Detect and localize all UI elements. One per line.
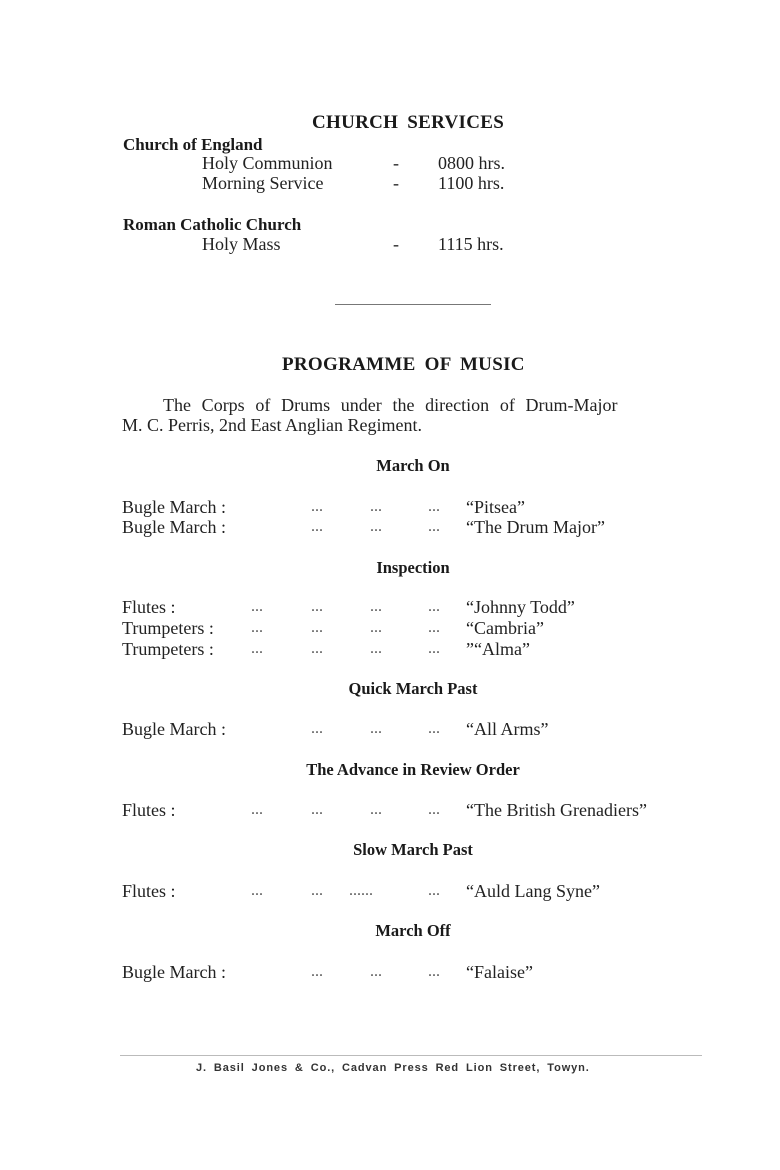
programme-title: PROGRAMME OF MUSIC xyxy=(282,354,525,375)
service-name: Holy Communion xyxy=(202,153,333,173)
programme-instrument: Bugle March : xyxy=(122,962,226,982)
programme-instrument: Trumpeters : xyxy=(122,618,214,638)
programme-piece-title: “Auld Lang Syne” xyxy=(466,881,600,901)
programme-instrument: Trumpeters : xyxy=(122,639,214,659)
dot-leader: ... xyxy=(311,963,323,980)
programme-piece-title: “Johnny Todd” xyxy=(466,597,575,617)
dot-leader: ... xyxy=(370,619,382,636)
dot-leader: ... xyxy=(251,801,263,818)
service-time: 1115 hrs. xyxy=(438,234,504,254)
programme-piece-title: “The British Grenadiers” xyxy=(466,800,647,820)
programme-piece-title: “The Drum Major” xyxy=(466,517,605,537)
programme-section-heading: Slow March Past xyxy=(353,840,473,859)
programme-instrument: Flutes : xyxy=(122,881,176,901)
service-separator: - xyxy=(393,153,399,173)
dot-leader: ... xyxy=(311,801,323,818)
denomination-roman-catholic: Roman Catholic Church xyxy=(123,215,302,234)
programme-instrument: Bugle March : xyxy=(122,719,226,739)
dot-leader: ... xyxy=(311,598,323,615)
programme-piece-title: ”“Alma” xyxy=(466,639,530,659)
dot-leader: ... xyxy=(428,598,440,615)
dot-leader: ... xyxy=(311,640,323,657)
dot-leader: ... xyxy=(428,801,440,818)
programme-instrument: Flutes : xyxy=(122,800,176,820)
programme-section-heading: Inspection xyxy=(376,558,450,577)
dot-leader: ...... xyxy=(349,882,373,899)
programme-piece-title: “Cambria” xyxy=(466,618,544,638)
programme-instrument: Bugle March : xyxy=(122,517,226,537)
dot-leader: ... xyxy=(311,498,323,515)
programme-section-heading: Quick March Past xyxy=(348,679,478,698)
dot-leader: ... xyxy=(370,801,382,818)
programme-intro-line1: The Corps of Drums under the direction of Drum-Major xyxy=(163,395,618,415)
programme-section-heading: March On xyxy=(376,456,450,475)
service-name: Morning Service xyxy=(202,173,324,193)
programme-section-heading: The Advance in Review Order xyxy=(306,760,520,779)
dot-leader: ... xyxy=(311,882,323,899)
programme-instrument: Bugle March : xyxy=(122,497,226,517)
programme-intro-line2: M. C. Perris, 2nd East Anglian Regiment. xyxy=(122,415,422,435)
programme-piece-title: “All Arms” xyxy=(466,719,549,739)
dot-leader: ... xyxy=(251,598,263,615)
programme-instrument: Flutes : xyxy=(122,597,176,617)
church-services-title: CHURCH SERVICES xyxy=(312,112,505,133)
service-separator: - xyxy=(393,234,399,254)
dot-leader: ... xyxy=(370,498,382,515)
dot-leader: ... xyxy=(370,720,382,737)
dot-leader: ... xyxy=(428,963,440,980)
dot-leader: ... xyxy=(428,720,440,737)
printer-imprint: J. Basil Jones & Co., Cadvan Press Red Lion Street, Towyn. xyxy=(196,1062,590,1074)
dot-leader: ... xyxy=(370,518,382,535)
dot-leader: ... xyxy=(251,619,263,636)
dot-leader: ... xyxy=(311,720,323,737)
section-divider xyxy=(335,304,491,305)
dot-leader: ... xyxy=(428,498,440,515)
dot-leader: ... xyxy=(370,640,382,657)
dot-leader: ... xyxy=(370,963,382,980)
dot-leader: ... xyxy=(428,619,440,636)
service-name: Holy Mass xyxy=(202,234,281,254)
dot-leader: ... xyxy=(311,619,323,636)
dot-leader: ... xyxy=(251,640,263,657)
service-separator: - xyxy=(393,173,399,193)
dot-leader: ... xyxy=(311,518,323,535)
programme-piece-title: “Falaise” xyxy=(466,962,533,982)
programme-section-heading: March Off xyxy=(375,921,451,940)
footer-rule xyxy=(120,1055,702,1056)
programme-piece-title: “Pitsea” xyxy=(466,497,525,517)
dot-leader: ... xyxy=(370,598,382,615)
service-time: 1100 hrs. xyxy=(438,173,505,193)
dot-leader: ... xyxy=(428,882,440,899)
service-time: 0800 hrs. xyxy=(438,153,505,173)
dot-leader: ... xyxy=(251,882,263,899)
dot-leader: ... xyxy=(428,518,440,535)
dot-leader: ... xyxy=(428,640,440,657)
denomination-church-of-england: Church of England xyxy=(123,135,263,154)
